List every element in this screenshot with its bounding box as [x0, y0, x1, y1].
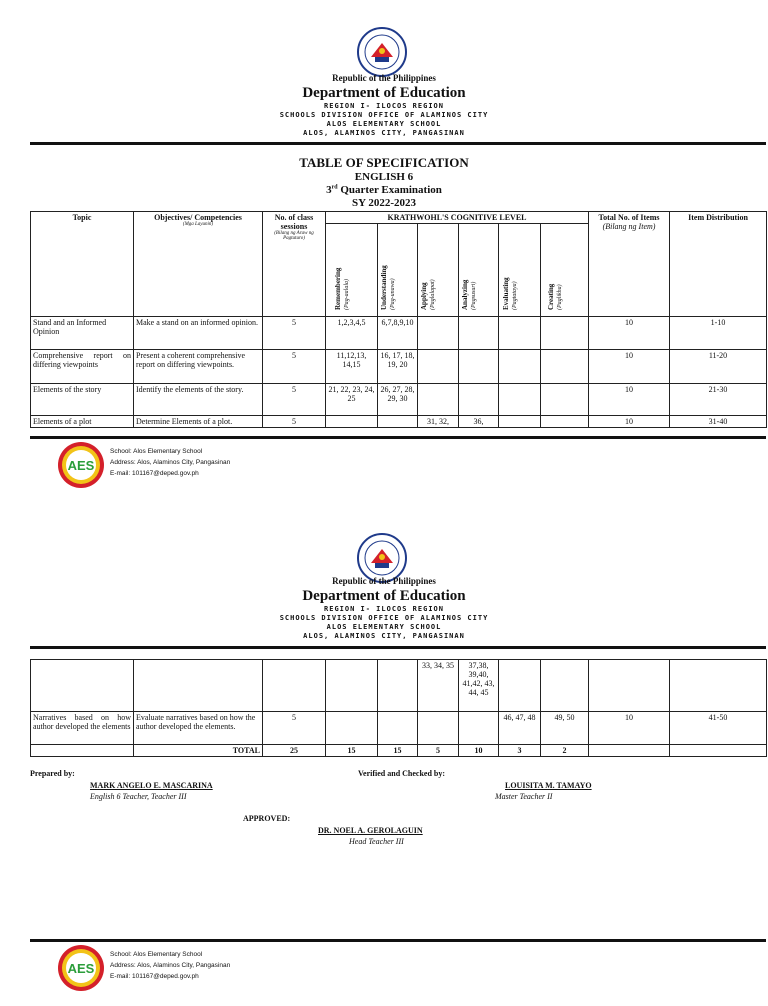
footer-contact	[110, 949, 230, 982]
table-row	[31, 416, 767, 428]
cell-topic: Comprehensive report on differing viewpoints	[31, 350, 134, 384]
cell-empty	[589, 745, 670, 757]
total-remembering: 15	[326, 745, 378, 757]
cell-sessions	[263, 660, 326, 712]
table-row	[31, 350, 767, 384]
cell-creating: 49, 50	[541, 712, 589, 745]
cell-evaluating	[499, 317, 541, 350]
totals-row	[31, 745, 767, 757]
footer-divider	[30, 939, 766, 942]
cell-objective	[134, 660, 263, 712]
cell-sessions: 5	[263, 416, 326, 428]
cell-empty	[31, 745, 134, 757]
cell-distribution: 41-50	[670, 712, 767, 745]
footer-divider	[30, 436, 766, 439]
subject-title: ENGLISH 6	[354, 171, 414, 183]
verified-label: Verified and Checked by:	[358, 769, 446, 778]
division-line: SCHOOLS DIVISION OFFICE OF ALAMINOS CITY	[279, 111, 489, 119]
cell-remembering: 21, 22, 23, 24, 25	[326, 384, 378, 416]
region-line: REGION I- ILOCOS REGION	[324, 102, 444, 110]
prepared-title: English 6 Teacher, Teacher III	[90, 792, 187, 801]
republic-line: Republic of the Philippines	[332, 576, 436, 586]
region-line: REGION I- ILOCOS REGION	[324, 605, 444, 613]
cell-creating	[541, 660, 589, 712]
total-creating: 2	[541, 745, 589, 757]
table-row	[31, 660, 767, 712]
footer-email: E-mail: 101167@deped.gov.ph	[110, 470, 199, 477]
cell-evaluating	[499, 384, 541, 416]
cell-analyzing	[459, 712, 499, 745]
cell-analyzing	[459, 384, 499, 416]
cell-analyzing: 37,38, 39,40, 41,42, 43, 44, 45	[459, 660, 499, 712]
cell-objective: Determine Elements of a plot.	[134, 416, 263, 428]
header-total-items: Total No. of Items (Bilang ng Item)	[589, 212, 670, 317]
cell-applying: 33, 34, 35	[418, 660, 459, 712]
level-understanding: Understanding (Pag-unawa)	[378, 224, 418, 317]
cell-distribution: 21-30	[670, 384, 767, 416]
cell-distribution: 11-20	[670, 350, 767, 384]
approved-title: Head Teacher III	[349, 837, 404, 846]
verified-name: LOUISITA M. TAMAYO	[505, 781, 592, 790]
cell-objective: Identify the elements of the story.	[134, 384, 263, 416]
aes-logo-icon	[57, 944, 105, 992]
prepared-label: Prepared by:	[30, 769, 75, 778]
header-sessions: No. of class sessions (Bilang ng Araw ng Pagtuturo)	[263, 212, 326, 317]
cell-understanding	[378, 712, 418, 745]
footer-contact	[110, 446, 230, 479]
approved-name: DR. NOEL A. GEROLAGUIN	[318, 826, 423, 835]
cell-objective: Present a coherent comprehensive report on differing viewpoints.	[134, 350, 263, 384]
cell-sessions: 5	[263, 712, 326, 745]
cell-understanding: 16, 17, 18, 19, 20	[378, 350, 418, 384]
cell-total: 10	[589, 384, 670, 416]
cell-understanding	[378, 660, 418, 712]
cell-evaluating: 46, 47, 48	[499, 712, 541, 745]
department-title: Department of Education	[302, 588, 466, 604]
republic-line: Republic of the Philippines	[332, 73, 436, 83]
header-divider	[30, 142, 766, 145]
address-line: ALOS, ALAMINOS CITY, PANGASINAN	[303, 129, 465, 137]
table-row	[31, 384, 767, 416]
division-line: SCHOOLS DIVISION OFFICE OF ALAMINOS CITY	[279, 614, 489, 622]
cell-remembering	[326, 712, 378, 745]
cell-objective: Evaluate narratives based on how the author developed the elements.	[134, 712, 263, 745]
department-title: Department of Education	[302, 85, 466, 101]
cell-total: 10	[589, 712, 670, 745]
cell-evaluating	[499, 416, 541, 428]
specification-table	[30, 211, 767, 428]
cell-analyzing	[459, 317, 499, 350]
cell-remembering	[326, 660, 378, 712]
footer-email: E-mail: 101167@deped.gov.ph	[110, 973, 199, 980]
cell-total	[589, 660, 670, 712]
cell-applying: 31, 32,	[418, 416, 459, 428]
cell-applying	[418, 384, 459, 416]
cell-analyzing	[459, 350, 499, 384]
school-line: ALOS ELEMENTARY SCHOOL	[326, 120, 442, 128]
cell-distribution	[670, 660, 767, 712]
cell-topic: Narratives based on how author developed the elements	[31, 712, 134, 745]
cell-topic	[31, 660, 134, 712]
level-analyzing: Analyzing (Pagsusuri)	[459, 224, 499, 317]
cell-creating	[541, 317, 589, 350]
cell-empty	[670, 745, 767, 757]
header-topic: Topic	[31, 212, 134, 317]
total-evaluating: 3	[499, 745, 541, 757]
cell-understanding	[378, 416, 418, 428]
address-line: ALOS, ALAMINOS CITY, PANGASINAN	[303, 632, 465, 640]
cell-remembering	[326, 416, 378, 428]
level-evaluating: Evaluating (Pagtataya)	[499, 224, 541, 317]
cell-applying	[418, 350, 459, 384]
footer-address: Address: Alos, Alaminos City, Pangasinan	[110, 962, 231, 969]
exam-title: 3rd Quarter Examination	[326, 184, 442, 196]
header-item-distribution: Item Distribution	[670, 212, 767, 317]
cell-applying	[418, 317, 459, 350]
total-analyzing: 10	[459, 745, 499, 757]
cell-applying	[418, 712, 459, 745]
prepared-name: MARK ANGELO E. MASCARINA	[90, 781, 213, 790]
table-row	[31, 317, 767, 350]
cell-remembering: 1,2,3,4,5	[326, 317, 378, 350]
cell-sessions: 5	[263, 384, 326, 416]
footer-school: School: Alos Elementary School	[110, 448, 203, 455]
cell-total: 10	[589, 416, 670, 428]
footer-address: Address: Alos, Alaminos City, Pangasinan	[110, 459, 231, 466]
level-remembering: Remembering (Pag-aalala)	[326, 224, 378, 317]
school-line: ALOS ELEMENTARY SCHOOL	[326, 623, 442, 631]
specification-table-continued	[30, 659, 767, 757]
document-title: TABLE OF SPECIFICATION	[299, 155, 469, 170]
aes-logo-icon	[57, 441, 105, 489]
cell-sessions: 5	[263, 350, 326, 384]
total-label: TOTAL	[134, 745, 263, 757]
cell-analyzing: 36,	[459, 416, 499, 428]
cell-topic: Stand and an Informed Opinion	[31, 317, 134, 350]
cell-evaluating	[499, 350, 541, 384]
verified-title: Master Teacher II	[495, 792, 553, 801]
school-year: SY 2022-2023	[351, 197, 417, 209]
cell-topic: Elements of a plot	[31, 416, 134, 428]
header-objectives: Objectives/ Competencies (Mga Layunin)	[134, 212, 263, 317]
cell-total: 10	[589, 317, 670, 350]
header-krathwohl: KRATHWOHL'S COGNITIVE LEVEL	[326, 212, 589, 224]
cell-creating	[541, 350, 589, 384]
approved-label: APPROVED:	[243, 814, 291, 823]
cell-evaluating	[499, 660, 541, 712]
table-row	[31, 712, 767, 745]
cell-creating	[541, 384, 589, 416]
cell-creating	[541, 416, 589, 428]
cell-understanding: 26, 27, 28, 29, 30	[378, 384, 418, 416]
cell-total: 10	[589, 350, 670, 384]
cell-topic: Elements of the story	[31, 384, 134, 416]
deped-seal-icon	[357, 27, 407, 77]
cell-distribution: 1-10	[670, 317, 767, 350]
level-applying: Applying (Paglalapat)	[418, 224, 459, 317]
svg-text:AES: AES	[67, 458, 95, 473]
footer-school: School: Alos Elementary School	[110, 951, 203, 958]
total-understanding: 15	[378, 745, 418, 757]
header-divider	[30, 646, 766, 649]
total-sessions: 25	[263, 745, 326, 757]
cell-objective: Make a stand on an informed opinion.	[134, 317, 263, 350]
cell-distribution: 31-40	[670, 416, 767, 428]
cell-sessions: 5	[263, 317, 326, 350]
cell-understanding: 6,7,8,9,10	[378, 317, 418, 350]
svg-text:AES: AES	[67, 961, 95, 976]
cell-remembering: 11,12,13, 14,15	[326, 350, 378, 384]
total-applying: 5	[418, 745, 459, 757]
level-creating: Creating (Paglikha)	[541, 224, 589, 317]
